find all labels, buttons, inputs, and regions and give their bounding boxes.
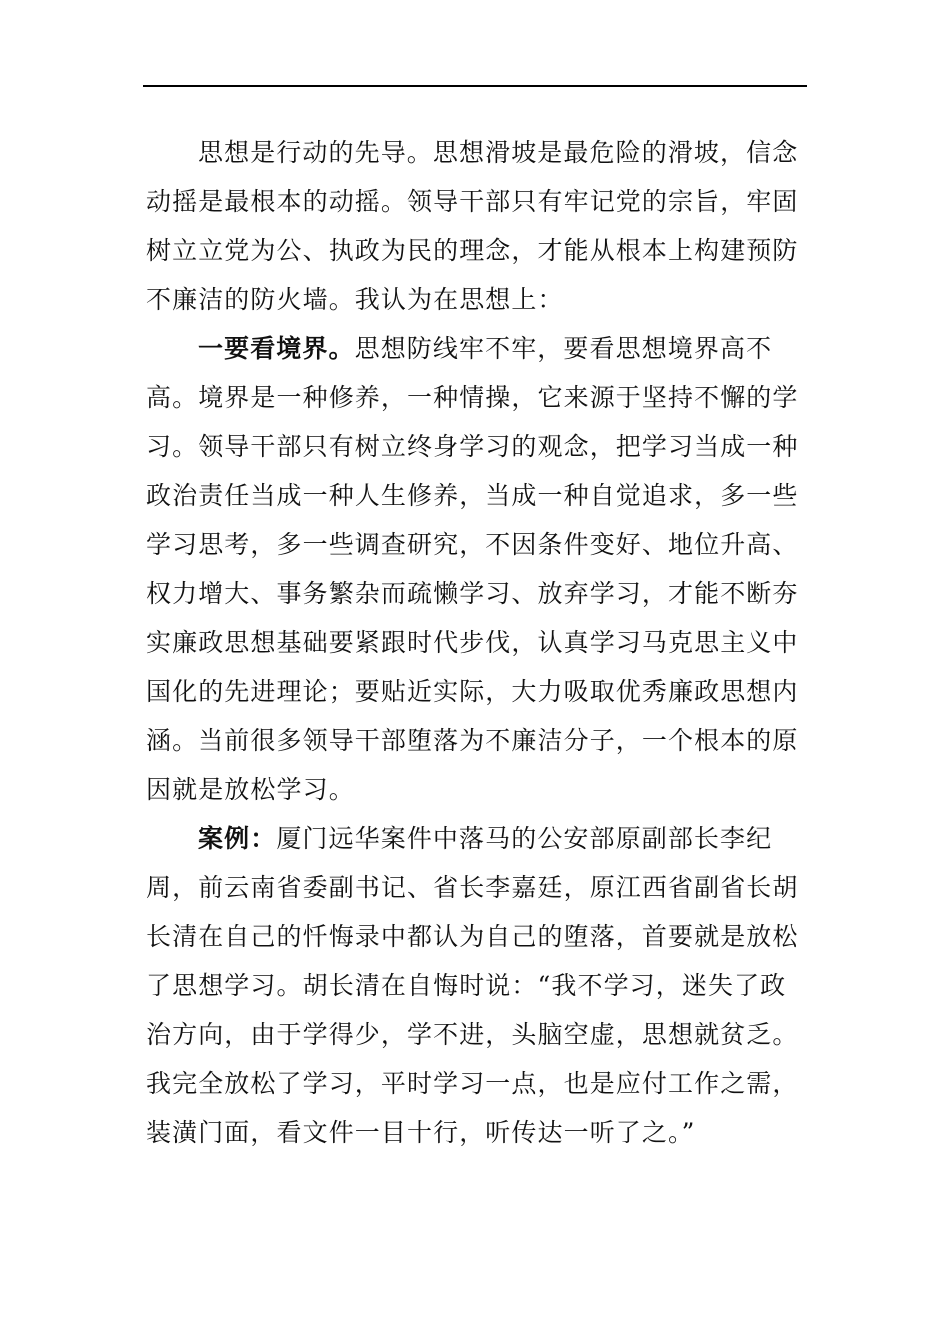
paragraph-realm bbox=[146, 324, 812, 814]
paragraph-realm-text: 思想防线牢不牢，要看思想境界高不高。境界是一种修养，一种情操，它来源于坚持不懈的学习。领导干部只有树立终身学习的观念，把学习当成一种政治责任当成一种人生修养，当成一种自觉追求，多一些学习思考，多一些调查研究，不因条件变好、地位升高、权力增大、事务繁杂而疏懒学习、放弃学习，才能不断夯实廉政思想基础要紧跟时代步伐，认真学习马克思主义中国化的先进理论；要贴近实际，大力吸取优秀廉政思想内涵。当前很多领导干部堕落为不廉洁分子，一个根本的原因就是放松学习。 bbox=[146, 334, 799, 804]
paragraph-case-text: 厦门远华案件中落马的公安部原副部长李纪周，前云南省委副书记、省长李嘉廷，原江西省副省长胡长清在自己的忏悔录中都认为自己的堕落，首要就是放松了思想学习。胡长清在自悔时说：“我不学习，迷失了政治方向，由于学得少，学不进，头脑空虚，思想就贫乏。我完全放松了学习，平时学习一点，也是应付工作之需，装潢门面，看文件一目十行，听传达一听了之。” bbox=[146, 824, 799, 1147]
paragraph-intro-text: 思想是行动的先导。思想滑坡是最危险的滑坡，信念动摇是最根本的动摇。领导干部只有牢记党的宗旨，牢固树立立党为公、执政为民的理念，才能从根本上构建预防不廉洁的防火墙。我认为在思想上： bbox=[146, 138, 799, 314]
paragraph-intro bbox=[146, 128, 812, 324]
document-body bbox=[146, 128, 812, 1157]
header-rule bbox=[143, 85, 807, 87]
paragraph-case-heading: 案例： bbox=[198, 824, 277, 853]
paragraph-realm-heading: 一要看境界。 bbox=[198, 334, 355, 363]
paragraph-case bbox=[146, 814, 812, 1157]
